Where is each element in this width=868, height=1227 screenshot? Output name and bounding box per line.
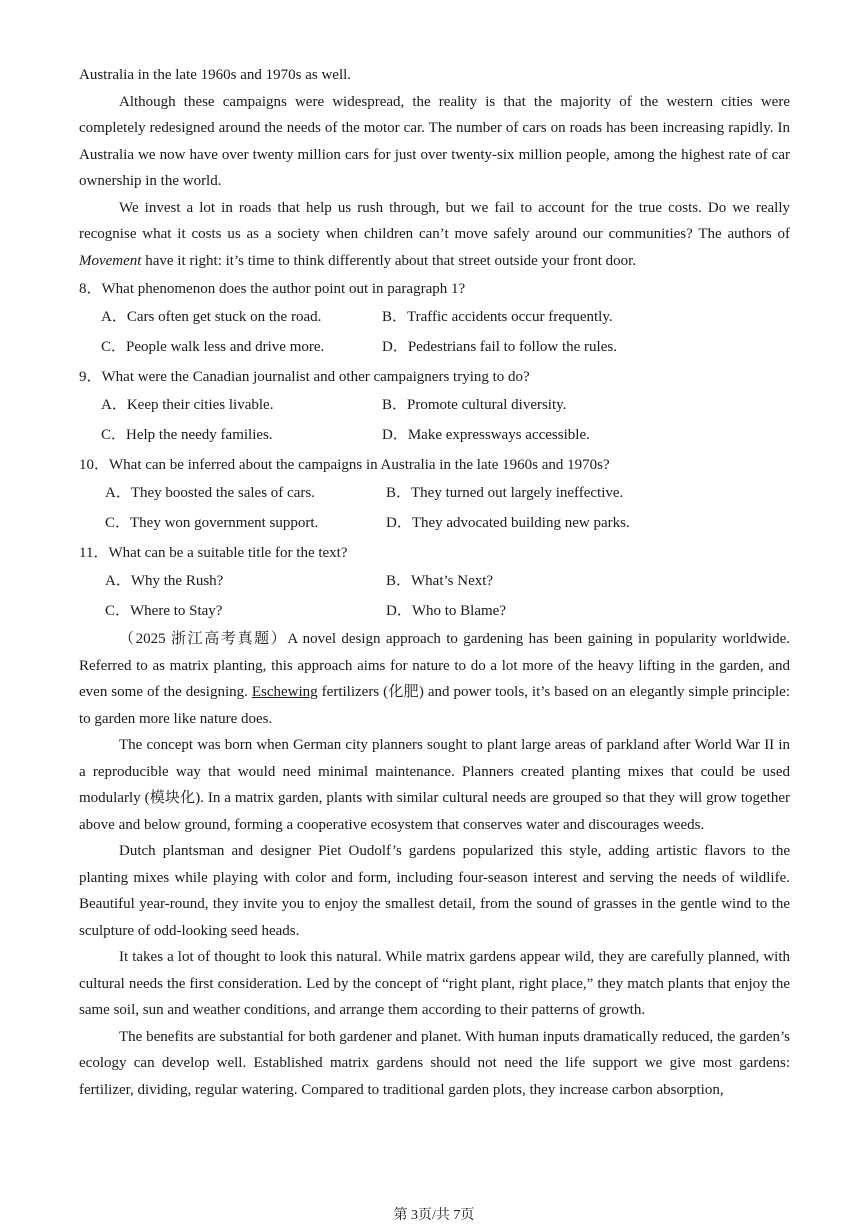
passage2-paragraph: The concept was born when German city planners sought to plant large areas of parkland after World War II in a reproducible way that would need minimal maintenance. Planners created planting mixes that could be used modularly (模块化). In a matrix garden, plants with similar cultural needs are grouped so that they will grow together above and below ground, forming a cooperative ecosystem that conserves water and discourages weeds. <box>79 737 790 833</box>
passage2-paragraph: Dutch plantsman and designer Piet Oudolf’s gardens popularized this style, adding artistic flavors to the planting mixes while playing with color and form, including four-season interest and serving the needs of wildlife. Beautiful year-round, they invite you to enjoy the smallest detail, from the sound of grasses in the gentle wind to the sculpture of odd-looking seed heads. <box>79 843 790 939</box>
option-b: B．What’s Next? <box>386 573 494 589</box>
option-a: A．Why the Rush? <box>105 573 224 589</box>
passage-text: fertilizers (化肥) and power tools, it’s based on an elegantly simple principle: to garden more like nature does. <box>79 684 790 727</box>
option-c: C．They won government support. <box>105 515 319 531</box>
option-b: B．Promote cultural diversity. <box>382 397 567 413</box>
question-11 <box>79 540 790 626</box>
option-b: B．They turned out largely ineffective. <box>386 485 624 501</box>
document-page <box>79 62 790 1103</box>
option-d: D．Pedestrians fail to follow the rules. <box>382 339 617 355</box>
question-options <box>79 478 790 538</box>
book-title: Movement <box>79 252 142 269</box>
passage2-paragraph: The benefits are substantial for both gardener and planet. With human inputs dramatically reduced, the garden’s ecology can develop well. Established matrix gardens should not need the life support we give most gardens: fertilizer, dividing, regular watering. Compared to traditional garden plots, they increase carbon absorption, <box>79 1028 790 1098</box>
question-9 <box>79 364 790 450</box>
option-b: B．Traffic accidents occur frequently. <box>382 309 613 325</box>
option-a: A．Keep their cities livable. <box>101 397 274 413</box>
option-a: A．They boosted the sales of cars. <box>105 485 315 501</box>
passage2-paragraph: It takes a lot of thought to look this natural. While matrix gardens appear wild, they are carefully planned, with cultural needs the first consideration. Led by the concept of “right plant, right place,” they match plants that enjoy the same soil, sun and weather conditions, and arrange them according to their patterns of growth. <box>79 949 790 1018</box>
question-8 <box>79 276 790 362</box>
passage-text: We invest a lot in roads that help us rush through, but we fail to account for the true costs. Do we really recognise what it costs us as a society when children can’t move safely around our communities? The authors of <box>79 199 790 242</box>
question-10 <box>79 452 790 538</box>
option-c: C．Help the needy families. <box>101 427 273 443</box>
question-options <box>79 302 790 362</box>
passage2-paragraph <box>79 626 790 732</box>
option-d: D．Who to Blame? <box>386 603 506 619</box>
question-stem: 10．What can be inferred about the campaigns in Australia in the late 1960s and 1970s? <box>79 457 610 473</box>
option-c: C．People walk less and drive more. <box>101 339 325 355</box>
underlined-word: Eschewing <box>251 684 318 700</box>
passage-paragraph: Although these campaigns were widespread, the reality is that the majority of the western cities were completely redesigned around the needs of the motor car. The number of cars on roads has been increasing rapidly. In Australia we now have over twenty million cars for just over twenty-six million people, among the highest rate of car ownership in the world. <box>79 93 790 189</box>
page-number-footer: 第 3页/共 7页 <box>393 1208 475 1223</box>
question-options <box>79 566 790 626</box>
passage-paragraph <box>79 195 790 275</box>
question-stem: 8．What phenomenon does the author point out in paragraph 1? <box>79 281 466 297</box>
question-stem: 9．What were the Canadian journalist and other campaigners trying to do? <box>79 369 530 385</box>
passage-paragraph: Australia in the late 1960s and 1970s as well. <box>79 67 352 83</box>
question-stem: 11．What can be a suitable title for the text? <box>79 545 348 561</box>
passage-text: （2025 浙江高考真题）A novel design approach to gardening has been gaining in popularity worldwide. Referred to as matrix planting, this approach aims for nature to do a lot more of the heavy lifting in the garden, and even some of the designing. <box>79 631 790 700</box>
option-d: D．Make expressways accessible. <box>382 427 590 443</box>
option-c: C．Where to Stay? <box>105 603 223 619</box>
passage-text: have it right: it’s time to think differently about that street outside your front door. <box>141 252 637 269</box>
option-d: D．They advocated building new parks. <box>386 515 630 531</box>
question-options <box>79 390 790 450</box>
option-a: A．Cars often get stuck on the road. <box>101 309 322 325</box>
